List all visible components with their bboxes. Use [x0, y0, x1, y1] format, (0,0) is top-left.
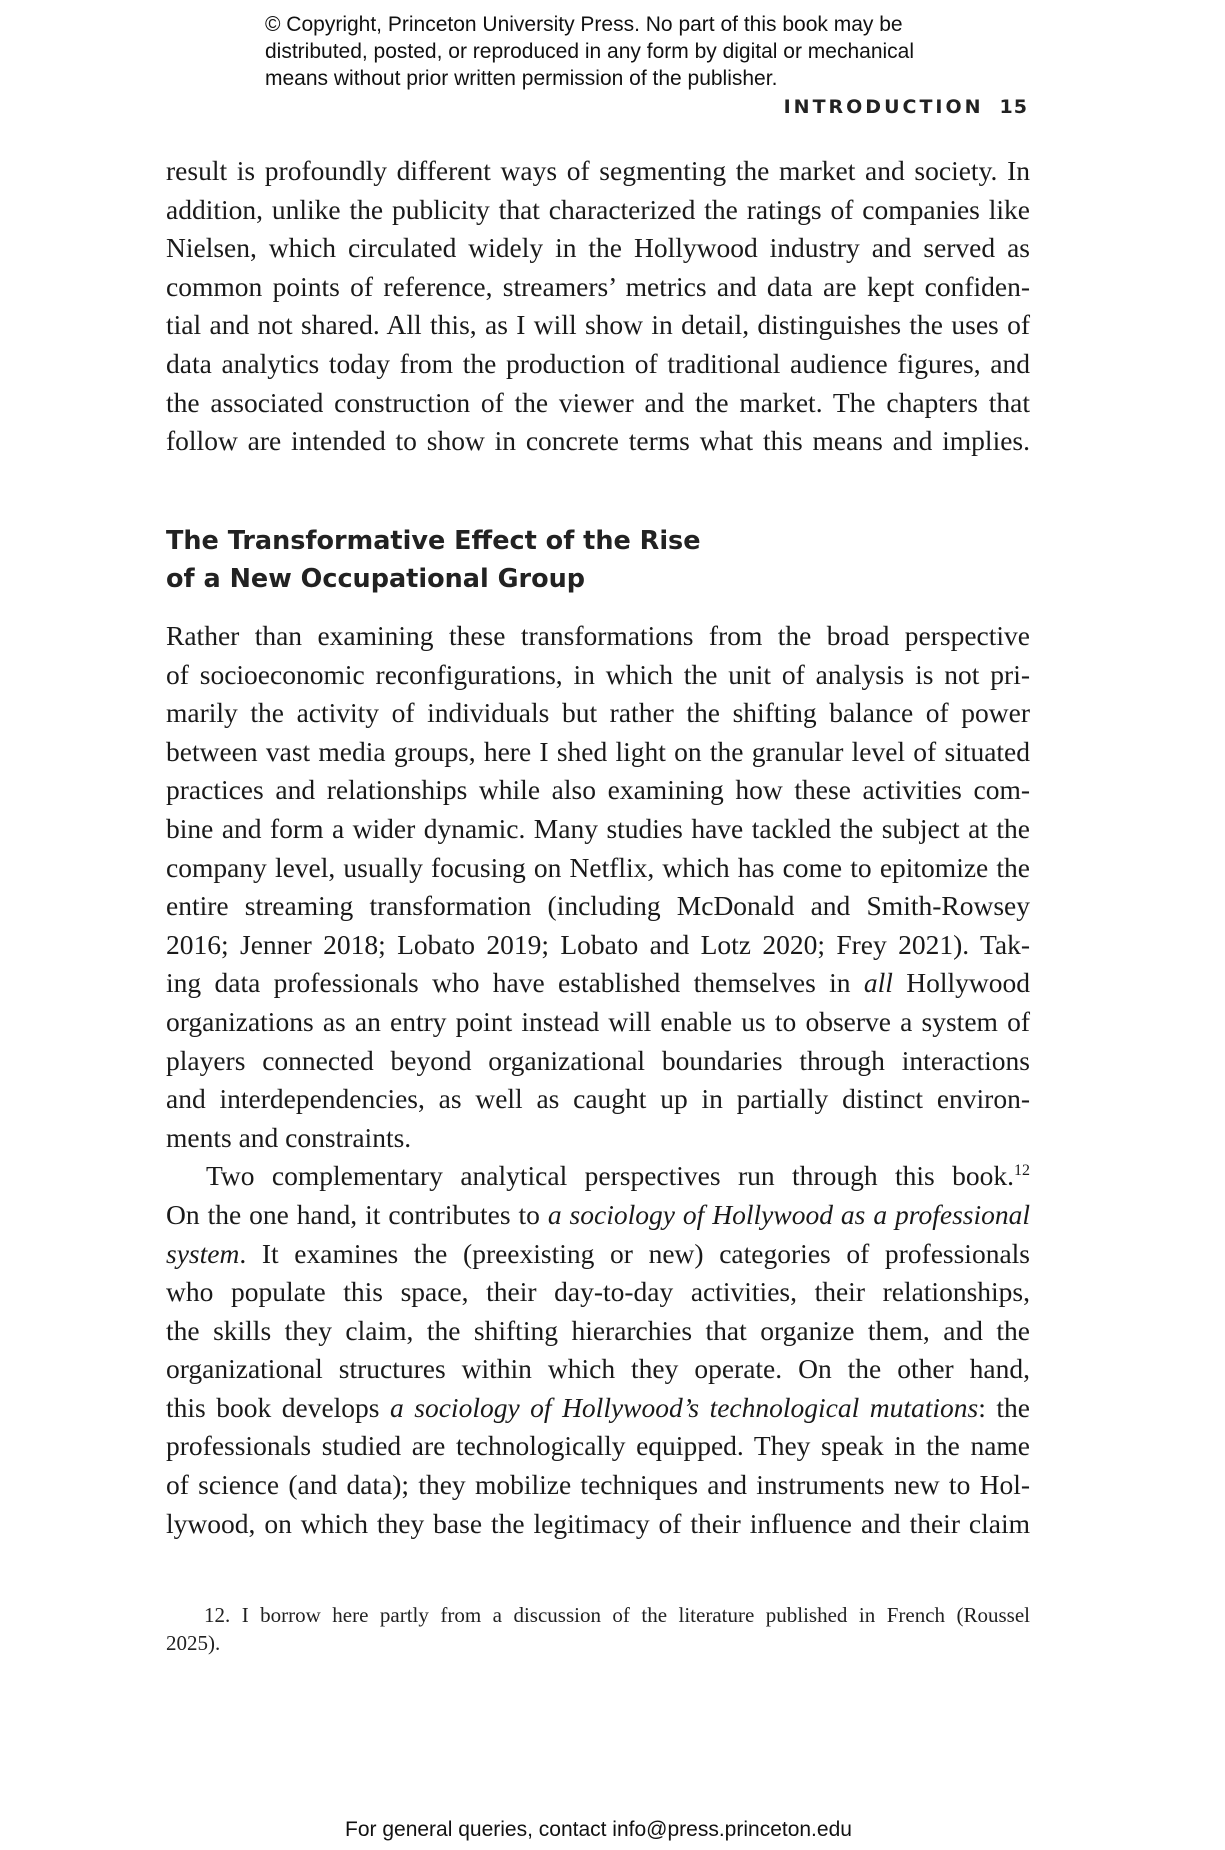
- text-line: professionals studied are technologically equipped. They speak in the name: [166, 1430, 1030, 1462]
- paragraph-2: [166, 617, 1030, 1543]
- running-head-title: INTRODUCTION: [783, 96, 984, 118]
- text-line: [166, 964, 1030, 1003]
- text-line: company level, usually focusing on Netflix, which has come to epitomize the: [166, 851, 1030, 883]
- paragraph-1: [166, 152, 1030, 461]
- text-line: ments and constraints.: [166, 1121, 412, 1153]
- text-line: Nielsen, which circulated widely in the Hollywood industry and served as: [166, 232, 1030, 264]
- text-line: between vast media groups, here I shed light on the granular level of situated: [166, 735, 1030, 767]
- footnote-marker[interactable]: 12: [1014, 1162, 1030, 1180]
- text-segment: Two complementary analytical perspectives run through this book.: [206, 1160, 1014, 1192]
- text-line: entire streaming transformation (including McDonald and Smith-Rowsey: [166, 890, 1030, 922]
- text-segment: Hollywood: [892, 967, 1031, 999]
- footnote-line: 2025).: [166, 1631, 221, 1655]
- emphasis-text: system: [166, 1237, 240, 1269]
- text-line: tial and not shared. All this, as I will show in detail, distinguishes the uses of: [166, 309, 1030, 341]
- section-heading-line: The Transformative Effect of the Rise: [166, 526, 701, 556]
- text-line: [166, 1196, 1030, 1235]
- text-segment: . It examines the (preexisting or new) categories of professionals: [239, 1237, 1030, 1269]
- text-line: who populate this space, their day-to-day activities, their relationships,: [166, 1276, 1030, 1308]
- footnote-line: 12. I borrow here partly from a discussion of the literature published in French (Roussel: [204, 1603, 1030, 1627]
- text-line: follow are intended to show in concrete terms what this means and implies.: [166, 425, 1030, 457]
- copyright-line: means without prior written permission of the publisher.: [265, 67, 778, 90]
- copyright-notice: [265, 11, 1025, 92]
- text-line: the skills they claim, the shifting hierarchies that organize them, and the: [166, 1314, 1030, 1346]
- text-line: result is profoundly different ways of segmenting the market and society. In: [166, 155, 1030, 186]
- text-line: bine and form a wider dynamic. Many studies have tackled the subject at the: [166, 812, 1030, 844]
- page-number: 15: [999, 96, 1028, 118]
- text-line: players connected beyond organizational boundaries through interactions: [166, 1044, 1030, 1076]
- text-line: practices and relationships while also examining how these activities com-: [166, 774, 1030, 806]
- text-segment: On the one hand, it contributes to: [166, 1198, 548, 1230]
- text-segment: : the: [978, 1391, 1030, 1423]
- text-line: and interdependencies, as well as caught up in partially distinct environ-: [166, 1083, 1030, 1115]
- emphasis-text: all: [863, 967, 893, 999]
- text-line: lywood, on which they base the legitimacy of their influence and their claim: [166, 1507, 1030, 1539]
- text-line: of science (and data); they mobilize techniques and instruments new to Hol-: [166, 1469, 1030, 1501]
- copyright-line: © Copyright, Princeton University Press. No part of this book may be: [265, 13, 903, 36]
- text-line: common points of reference, streamers’ metrics and data are kept confiden-: [166, 270, 1030, 302]
- text-line: [166, 1157, 1030, 1196]
- section-heading-line: of a New Occupational Group: [166, 564, 586, 594]
- text-line: addition, unlike the publicity that characterized the ratings of companies like: [166, 193, 1030, 225]
- text-segment: ing data professionals who have established themselves in: [166, 967, 864, 999]
- footer-contact: For general queries, contact info@press.princeton.edu: [345, 1818, 852, 1841]
- text-line: [166, 1235, 1030, 1274]
- text-line: [166, 1389, 1030, 1428]
- footnote: [166, 1601, 1030, 1657]
- emphasis-text: a sociology of Hollywood as a professional: [547, 1198, 1031, 1230]
- text-line: marily the activity of individuals but rather the shifting balance of power: [166, 697, 1030, 729]
- text-line: the associated construction of the viewer and the market. The chapters that: [166, 386, 1030, 418]
- emphasis-text: a sociology of Hollywood’s technological mutations: [390, 1391, 979, 1423]
- text-line: of socioeconomic reconfigurations, in which the unit of analysis is not pri-: [166, 658, 1030, 690]
- text-line: organizations as an entry point instead will enable us to observe a system of: [166, 1005, 1030, 1037]
- text-segment: this book develops: [166, 1391, 391, 1423]
- text-line: Rather than examining these transformations from the broad perspective: [166, 620, 1030, 651]
- text-line: 2016; Jenner 2018; Lobato 2019; Lobato and Lotz 2020; Frey 2021). Tak-: [166, 928, 1030, 960]
- text-line: data analytics today from the production of traditional audience figures, and: [166, 347, 1030, 379]
- text-line: organizational structures within which they operate. On the other hand,: [166, 1353, 1030, 1385]
- copyright-line: distributed, posted, or reproduced in any form by digital or mechanical: [265, 40, 915, 63]
- section-heading: [166, 522, 701, 598]
- running-head: [784, 96, 1028, 118]
